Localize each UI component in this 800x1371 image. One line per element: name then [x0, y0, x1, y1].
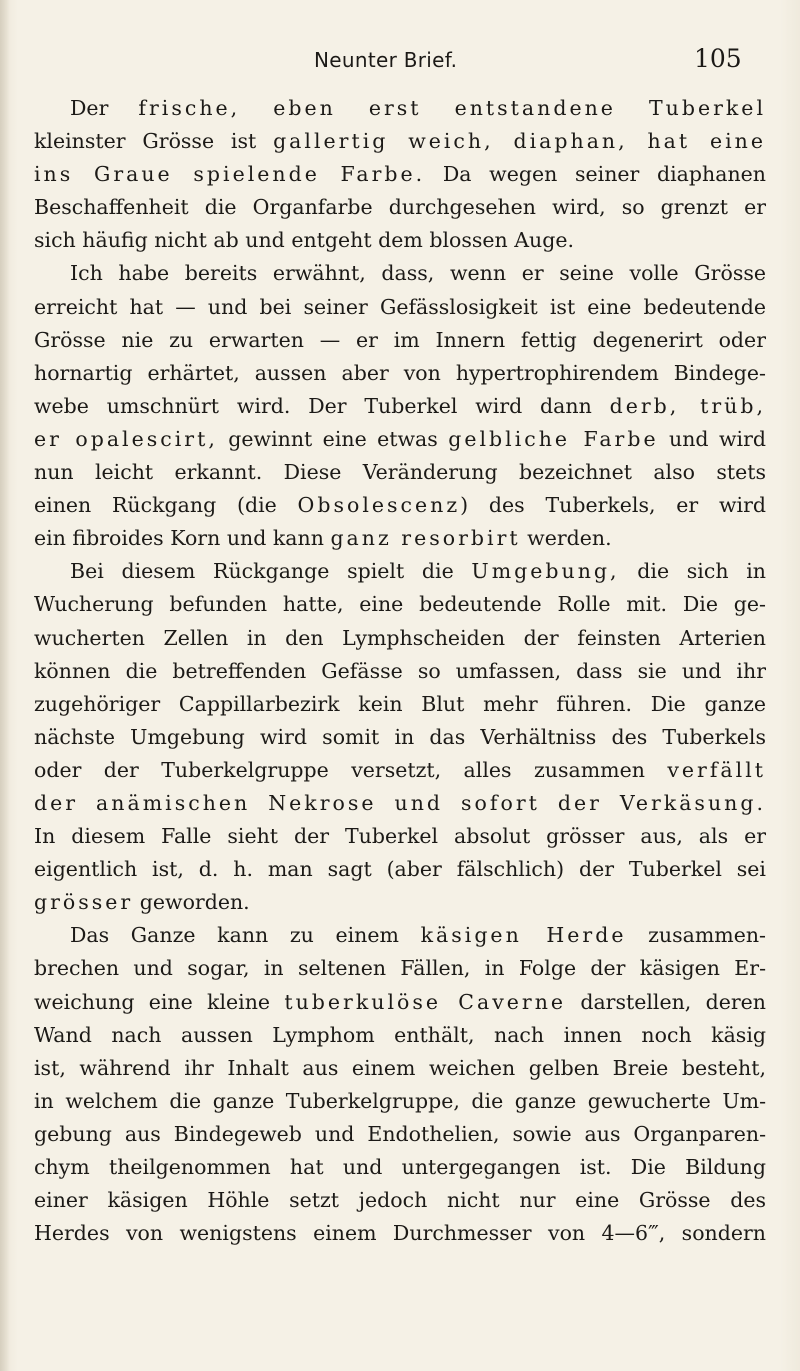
text-line [34, 721, 766, 754]
emphasized-text: käsigen Herde [420, 923, 627, 948]
text-line [34, 291, 766, 324]
text-run: die sich in [619, 559, 766, 584]
text-run: Ich habe bereits erwähnt, dass, wenn er seine volle Grösse [70, 261, 766, 286]
text-run: wucherten Zellen in den Lymphscheiden der feinsten Arterien [34, 625, 766, 650]
body-text [34, 92, 766, 1250]
text-run: oder der Tuberkelgruppe versetzt, alles zusammen [34, 757, 668, 782]
emphasized-text: ins Graue spielende Farbe. [34, 162, 426, 187]
text-run: eigentlich ist, d. h. man sagt (aber fälschlich) der Tuberkel sei [34, 857, 766, 882]
emphasized-text: frische, eben erst entstandene Tuberkel [138, 96, 766, 120]
text-run: sich häufig nicht ab und entgeht dem blossen Auge. [34, 228, 575, 253]
text-run: nun leicht erkannt. Diese Veränderung bezeichnet also stets [34, 460, 766, 485]
text-run: ein fibroides Korn und kann [34, 526, 331, 551]
text-run: werden. [520, 526, 612, 551]
text-line [34, 853, 766, 886]
text-line [34, 191, 766, 224]
text-line [34, 92, 766, 125]
text-run: nächste Umgebung wird somit in das Verhältniss des Tuberkels [34, 724, 766, 749]
emphasized-text: der anämischen Nekrose und sofort der Verkäsung. [34, 790, 766, 815]
text-line [34, 1052, 766, 1085]
text-line [34, 1118, 766, 1151]
text-line [34, 125, 766, 158]
text-line [34, 1184, 766, 1217]
text-line [34, 688, 766, 721]
text-line [34, 886, 766, 919]
text-line [34, 158, 766, 191]
text-run: hornartig erhärtet, aussen aber von hypertrophirendem Bindege- [34, 360, 766, 385]
text-line [34, 1019, 766, 1052]
text-line [34, 1151, 766, 1184]
text-run: In diesem Falle sieht der Tuberkel absolut grösser aus, als er [34, 824, 766, 849]
text-line [34, 555, 766, 588]
text-line [34, 324, 766, 357]
emphasized-text: ganz resorbirt [330, 526, 521, 551]
text-run: brechen und sogar, in seltenen Fällen, in Folge der käsigen Er- [34, 956, 766, 981]
page-number: 105 [694, 44, 742, 73]
text-run: chym theilgenommen hat und untergegangen ist. Die Bildung [34, 1155, 766, 1179]
text-line [34, 986, 766, 1019]
emphasized-text: Umgebung, [471, 559, 620, 584]
text-run: Wand nach aussen Lymphom enthält, nach innen noch käsig [34, 1022, 766, 1047]
text-run: gebung aus Bindegeweb und Endothelien, sowie aus Organparen- [34, 1121, 766, 1146]
text-line [34, 655, 766, 688]
text-line [34, 522, 766, 555]
text-line [34, 257, 766, 290]
text-run: Der [70, 96, 139, 120]
emphasized-text: tuberkulöse Caverne [284, 989, 567, 1014]
text-run: ist, während ihr Inhalt aus einem weichen gelben Breie besteht, [34, 1055, 766, 1080]
text-run: weichung eine kleine [34, 989, 285, 1014]
text-run: zugehöriger Cappillarbezirk kein Blut mehr führen. Die ganze [34, 691, 766, 716]
text-line [34, 1085, 766, 1118]
text-run: in welchem die ganze Tuberkelgruppe, die ganze gewucherte Um- [34, 1088, 766, 1113]
emphasized-text: gelbliche Farbe [448, 426, 659, 451]
text-line [34, 456, 766, 489]
text-line [34, 423, 766, 456]
text-line [34, 820, 766, 853]
text-line [34, 357, 766, 390]
running-title: Neunter Brief. [314, 48, 458, 72]
text-run: webe umschnürt wird. Der Tuberkel wird dann [34, 393, 610, 418]
running-head [0, 44, 800, 78]
text-run: Wucherung befunden hatte, eine bedeutende Rolle mit. Die ge- [34, 592, 766, 617]
text-run: zusammen- [626, 923, 766, 948]
text-run: kleinster Grösse ist [34, 129, 274, 154]
text-run: erreicht hat — und bei seiner Gefässlosigkeit ist eine bedeutende [34, 294, 766, 319]
text-run: darstellen, deren [566, 989, 766, 1014]
text-line [34, 489, 766, 522]
text-line [34, 224, 766, 257]
text-run: einer käsigen Höhle setzt jedoch nicht nur eine Grösse des [34, 1188, 766, 1213]
emphasized-text: derb, trüb, [609, 393, 766, 418]
text-line [34, 919, 766, 952]
text-run: können die betreffenden Gefässe so umfassen, dass sie und ihr [34, 658, 766, 683]
emphasized-text: verfällt [667, 757, 766, 782]
text-line [34, 390, 766, 423]
text-line [34, 622, 766, 655]
emphasized-text: grösser [34, 890, 134, 915]
emphasized-text: gallertig weich, diaphan, hat eine [273, 129, 766, 154]
emphasized-text: Obsolescenz [297, 493, 461, 518]
text-run: Das Ganze kann zu einem [70, 923, 421, 948]
text-run: einen Rückgang (die [34, 493, 298, 518]
text-run: und wird [658, 426, 766, 451]
emphasized-text: er opalescirt, [34, 426, 218, 451]
text-run: Bei diesem Rückgange spielt die [70, 559, 472, 584]
text-line [34, 1217, 766, 1250]
text-run: Herdes von wenigstens einem Durchmesser von 4—6‴, sondern [34, 1221, 766, 1246]
text-run: Da wegen seiner diaphanen [425, 162, 766, 187]
text-run: Beschaffenheit die Organfarbe durchgesehen wird, so grenzt er [34, 195, 766, 220]
text-run: gewinnt eine etwas [217, 426, 449, 451]
page-gutter-shadow [0, 0, 10, 1371]
text-run: geworden. [133, 890, 250, 915]
text-line [34, 754, 766, 787]
text-line [34, 952, 766, 985]
text-run: ) des Tuberkels, er wird [460, 493, 766, 518]
text-line [34, 588, 766, 621]
text-line [34, 787, 766, 820]
text-run: Grösse nie zu erwarten — er im Innern fettig degenerirt oder [34, 327, 766, 352]
